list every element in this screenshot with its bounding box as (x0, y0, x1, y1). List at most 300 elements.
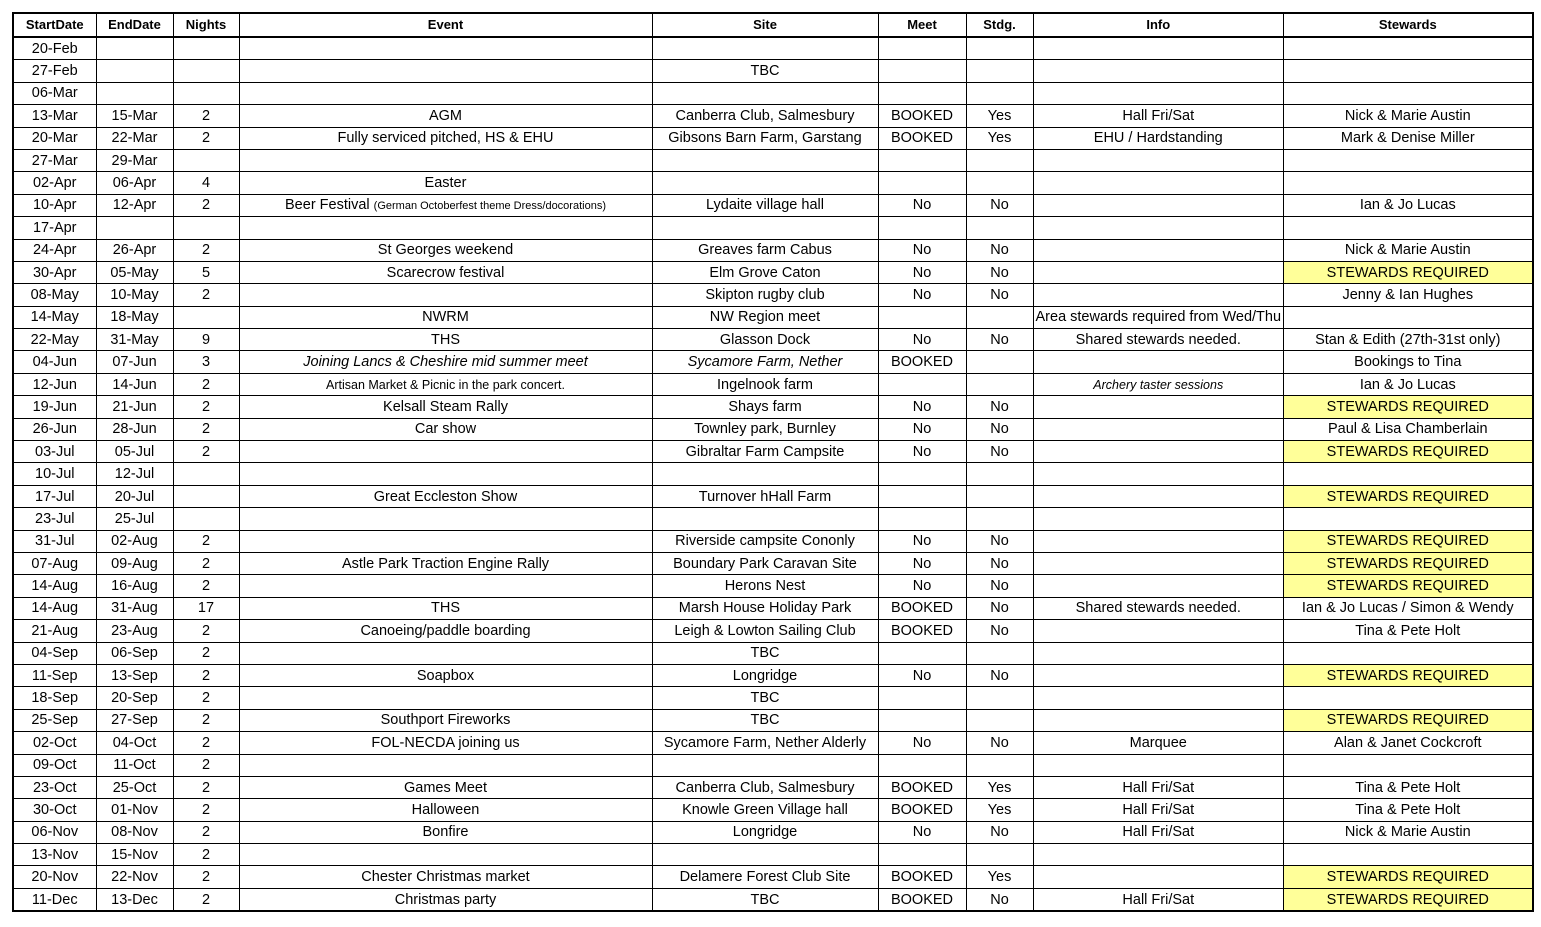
site-cell[interactable]: Delamere Forest Club Site (652, 866, 878, 888)
stewards-cell[interactable]: Tina & Pete Holt (1284, 776, 1533, 798)
meet-cell[interactable] (878, 373, 966, 395)
meet-cell[interactable]: No (878, 239, 966, 261)
site-cell[interactable]: Sycamore Farm, Nether Alderly (652, 732, 878, 754)
site-cell[interactable]: Shays farm (652, 396, 878, 418)
stewards-cell[interactable] (1284, 687, 1533, 709)
site-cell[interactable]: Turnover hHall Farm (652, 485, 878, 507)
meet-cell[interactable]: No (878, 418, 966, 440)
site-cell[interactable] (652, 844, 878, 866)
event-cell[interactable]: Bonfire (239, 821, 652, 843)
standing-cell[interactable]: No (966, 888, 1033, 911)
standing-cell[interactable] (966, 149, 1033, 171)
standing-cell[interactable] (966, 463, 1033, 485)
standing-cell[interactable] (966, 82, 1033, 104)
standing-cell[interactable]: No (966, 396, 1033, 418)
event-cell[interactable]: Easter (239, 172, 652, 194)
end-date-cell[interactable]: 31-May (96, 329, 173, 351)
meet-cell[interactable] (878, 754, 966, 776)
info-cell[interactable] (1033, 530, 1284, 552)
nights-cell[interactable]: 2 (173, 664, 239, 686)
end-date-cell[interactable]: 13-Sep (96, 664, 173, 686)
info-cell[interactable] (1033, 866, 1284, 888)
event-cell[interactable]: AGM (239, 105, 652, 127)
standing-cell[interactable] (966, 60, 1033, 82)
start-date-cell[interactable]: 31-Jul (13, 530, 96, 552)
info-cell[interactable]: Shared stewards needed. (1033, 597, 1284, 619)
info-cell[interactable] (1033, 60, 1284, 82)
site-cell[interactable]: Lydaite village hall (652, 194, 878, 216)
end-date-cell[interactable]: 01-Nov (96, 799, 173, 821)
standing-cell[interactable] (966, 351, 1033, 373)
event-cell[interactable] (239, 575, 652, 597)
meet-cell[interactable]: BOOKED (878, 776, 966, 798)
nights-cell[interactable]: 2 (173, 441, 239, 463)
start-date-cell[interactable]: 13-Mar (13, 105, 96, 127)
site-cell[interactable]: Skipton rugby club (652, 284, 878, 306)
standing-cell[interactable]: No (966, 732, 1033, 754)
nights-cell[interactable]: 5 (173, 261, 239, 283)
site-cell[interactable]: TBC (652, 642, 878, 664)
start-date-cell[interactable]: 13-Nov (13, 844, 96, 866)
stewards-cell[interactable]: STEWARDS REQUIRED (1284, 552, 1533, 574)
info-cell[interactable]: Hall Fri/Sat (1033, 821, 1284, 843)
site-cell[interactable]: Townley park, Burnley (652, 418, 878, 440)
stewards-cell[interactable] (1284, 37, 1533, 60)
stewards-cell[interactable]: STEWARDS REQUIRED (1284, 261, 1533, 283)
meet-cell[interactable]: No (878, 732, 966, 754)
stewards-cell[interactable]: STEWARDS REQUIRED (1284, 396, 1533, 418)
meet-cell[interactable] (878, 709, 966, 731)
event-cell[interactable] (239, 642, 652, 664)
nights-cell[interactable]: 2 (173, 821, 239, 843)
end-date-cell[interactable]: 09-Aug (96, 552, 173, 574)
end-date-cell[interactable]: 12-Apr (96, 194, 173, 216)
end-date-cell[interactable]: 22-Mar (96, 127, 173, 149)
nights-cell[interactable] (173, 217, 239, 239)
end-date-cell[interactable]: 26-Apr (96, 239, 173, 261)
standing-cell[interactable] (966, 217, 1033, 239)
site-cell[interactable]: Herons Nest (652, 575, 878, 597)
end-date-cell[interactable]: 29-Mar (96, 149, 173, 171)
nights-cell[interactable] (173, 463, 239, 485)
end-date-cell[interactable]: 31-Aug (96, 597, 173, 619)
standing-cell[interactable] (966, 844, 1033, 866)
standing-cell[interactable] (966, 709, 1033, 731)
stewards-cell[interactable]: STEWARDS REQUIRED (1284, 575, 1533, 597)
nights-cell[interactable]: 2 (173, 754, 239, 776)
site-cell[interactable]: Longridge (652, 821, 878, 843)
stewards-cell[interactable]: Mark & Denise Miller (1284, 127, 1533, 149)
site-cell[interactable]: Longridge (652, 664, 878, 686)
standing-cell[interactable] (966, 485, 1033, 507)
site-cell[interactable] (652, 754, 878, 776)
info-cell[interactable] (1033, 82, 1284, 104)
standing-cell[interactable]: No (966, 620, 1033, 642)
event-cell[interactable]: Chester Christmas market (239, 866, 652, 888)
end-date-cell[interactable]: 05-Jul (96, 441, 173, 463)
stewards-cell[interactable] (1284, 60, 1533, 82)
header-meet[interactable]: Meet (878, 13, 966, 37)
standing-cell[interactable] (966, 306, 1033, 328)
standing-cell[interactable] (966, 508, 1033, 530)
info-cell[interactable] (1033, 552, 1284, 574)
stewards-cell[interactable] (1284, 508, 1533, 530)
start-date-cell[interactable]: 23-Oct (13, 776, 96, 798)
info-cell[interactable] (1033, 149, 1284, 171)
stewards-cell[interactable] (1284, 217, 1533, 239)
stewards-cell[interactable]: STEWARDS REQUIRED (1284, 530, 1533, 552)
start-date-cell[interactable]: 20-Nov (13, 866, 96, 888)
nights-cell[interactable]: 4 (173, 172, 239, 194)
stewards-cell[interactable]: STEWARDS REQUIRED (1284, 485, 1533, 507)
end-date-cell[interactable] (96, 217, 173, 239)
info-cell[interactable] (1033, 485, 1284, 507)
nights-cell[interactable] (173, 149, 239, 171)
nights-cell[interactable]: 2 (173, 396, 239, 418)
stewards-cell[interactable]: Tina & Pete Holt (1284, 620, 1533, 642)
stewards-cell[interactable]: STEWARDS REQUIRED (1284, 888, 1533, 911)
event-cell[interactable]: THS (239, 597, 652, 619)
stewards-cell[interactable]: Bookings to Tina (1284, 351, 1533, 373)
stewards-cell[interactable]: Ian & Jo Lucas / Simon & Wendy (1284, 597, 1533, 619)
meet-cell[interactable] (878, 149, 966, 171)
nights-cell[interactable]: 2 (173, 687, 239, 709)
standing-cell[interactable]: Yes (966, 776, 1033, 798)
event-cell[interactable] (239, 530, 652, 552)
standing-cell[interactable]: No (966, 261, 1033, 283)
nights-cell[interactable]: 2 (173, 799, 239, 821)
start-date-cell[interactable]: 30-Apr (13, 261, 96, 283)
start-date-cell[interactable]: 25-Sep (13, 709, 96, 731)
start-date-cell[interactable]: 03-Jul (13, 441, 96, 463)
start-date-cell[interactable]: 17-Apr (13, 217, 96, 239)
event-cell[interactable] (239, 508, 652, 530)
meet-cell[interactable] (878, 82, 966, 104)
site-cell[interactable]: Riverside campsite Cononly (652, 530, 878, 552)
stewards-cell[interactable] (1284, 306, 1533, 328)
info-cell[interactable] (1033, 351, 1284, 373)
event-cell[interactable]: Games Meet (239, 776, 652, 798)
header-stewards[interactable]: Stewards (1284, 13, 1533, 37)
meet-cell[interactable] (878, 687, 966, 709)
nights-cell[interactable]: 2 (173, 866, 239, 888)
nights-cell[interactable]: 9 (173, 329, 239, 351)
stewards-cell[interactable]: Alan & Janet Cockcroft (1284, 732, 1533, 754)
event-cell[interactable]: Artisan Market & Picnic in the park concert. (239, 373, 652, 395)
event-cell[interactable]: Christmas party (239, 888, 652, 911)
info-cell[interactable] (1033, 620, 1284, 642)
meet-cell[interactable]: BOOKED (878, 597, 966, 619)
event-cell[interactable] (239, 687, 652, 709)
site-cell[interactable] (652, 149, 878, 171)
site-cell[interactable]: Gibsons Barn Farm, Garstang (652, 127, 878, 149)
start-date-cell[interactable]: 14-Aug (13, 597, 96, 619)
stewards-cell[interactable]: STEWARDS REQUIRED (1284, 441, 1533, 463)
stewards-cell[interactable]: Nick & Marie Austin (1284, 239, 1533, 261)
site-cell[interactable]: Gibraltar Farm Campsite (652, 441, 878, 463)
start-date-cell[interactable]: 14-May (13, 306, 96, 328)
event-cell[interactable] (239, 60, 652, 82)
standing-cell[interactable] (966, 642, 1033, 664)
stewards-cell[interactable] (1284, 149, 1533, 171)
end-date-cell[interactable]: 06-Sep (96, 642, 173, 664)
end-date-cell[interactable]: 12-Jul (96, 463, 173, 485)
event-cell[interactable]: Soapbox (239, 664, 652, 686)
stewards-cell[interactable]: Jenny & Ian Hughes (1284, 284, 1533, 306)
site-cell[interactable] (652, 82, 878, 104)
meet-cell[interactable] (878, 463, 966, 485)
event-cell[interactable]: Halloween (239, 799, 652, 821)
stewards-cell[interactable] (1284, 172, 1533, 194)
info-cell[interactable]: Marquee (1033, 732, 1284, 754)
meet-cell[interactable] (878, 485, 966, 507)
standing-cell[interactable]: No (966, 575, 1033, 597)
meet-cell[interactable] (878, 508, 966, 530)
event-cell[interactable]: Scarecrow festival (239, 261, 652, 283)
nights-cell[interactable]: 2 (173, 732, 239, 754)
end-date-cell[interactable]: 25-Oct (96, 776, 173, 798)
nights-cell[interactable]: 2 (173, 239, 239, 261)
event-cell[interactable] (239, 754, 652, 776)
info-cell[interactable] (1033, 709, 1284, 731)
start-date-cell[interactable]: 17-Jul (13, 485, 96, 507)
site-cell[interactable]: Marsh House Holiday Park (652, 597, 878, 619)
event-cell[interactable] (239, 217, 652, 239)
start-date-cell[interactable]: 11-Dec (13, 888, 96, 911)
nights-cell[interactable]: 3 (173, 351, 239, 373)
info-cell[interactable] (1033, 508, 1284, 530)
nights-cell[interactable]: 2 (173, 776, 239, 798)
stewards-cell[interactable]: Nick & Marie Austin (1284, 821, 1533, 843)
info-cell[interactable]: Archery taster sessions (1033, 373, 1284, 395)
event-cell[interactable]: Southport Fireworks (239, 709, 652, 731)
end-date-cell[interactable]: 28-Jun (96, 418, 173, 440)
nights-cell[interactable]: 2 (173, 620, 239, 642)
end-date-cell[interactable]: 13-Dec (96, 888, 173, 911)
end-date-cell[interactable]: 15-Mar (96, 105, 173, 127)
event-cell[interactable]: FOL-NECDA joining us (239, 732, 652, 754)
end-date-cell[interactable]: 02-Aug (96, 530, 173, 552)
info-cell[interactable] (1033, 284, 1284, 306)
info-cell[interactable] (1033, 642, 1284, 664)
end-date-cell[interactable]: 04-Oct (96, 732, 173, 754)
end-date-cell[interactable]: 22-Nov (96, 866, 173, 888)
nights-cell[interactable]: 2 (173, 127, 239, 149)
stewards-cell[interactable]: STEWARDS REQUIRED (1284, 866, 1533, 888)
event-cell[interactable] (239, 37, 652, 60)
end-date-cell[interactable]: 15-Nov (96, 844, 173, 866)
stewards-cell[interactable]: STEWARDS REQUIRED (1284, 709, 1533, 731)
event-cell[interactable] (239, 149, 652, 171)
end-date-cell[interactable]: 07-Jun (96, 351, 173, 373)
start-date-cell[interactable]: 26-Jun (13, 418, 96, 440)
standing-cell[interactable]: No (966, 664, 1033, 686)
info-cell[interactable] (1033, 687, 1284, 709)
nights-cell[interactable]: 17 (173, 597, 239, 619)
site-cell[interactable]: Canberra Club, Salmesbury (652, 776, 878, 798)
end-date-cell[interactable]: 21-Jun (96, 396, 173, 418)
info-cell[interactable] (1033, 172, 1284, 194)
stewards-cell[interactable]: Stan & Edith (27th-31st only) (1284, 329, 1533, 351)
event-cell[interactable]: Astle Park Traction Engine Rally (239, 552, 652, 574)
meet-cell[interactable]: No (878, 396, 966, 418)
info-cell[interactable] (1033, 418, 1284, 440)
header-info[interactable]: Info (1033, 13, 1284, 37)
site-cell[interactable] (652, 37, 878, 60)
nights-cell[interactable]: 2 (173, 888, 239, 911)
info-cell[interactable]: Shared stewards needed. (1033, 329, 1284, 351)
standing-cell[interactable]: No (966, 329, 1033, 351)
header-start-date[interactable]: StartDate (13, 13, 96, 37)
event-cell[interactable] (239, 441, 652, 463)
stewards-cell[interactable]: STEWARDS REQUIRED (1284, 664, 1533, 686)
nights-cell[interactable]: 2 (173, 418, 239, 440)
start-date-cell[interactable]: 08-May (13, 284, 96, 306)
nights-cell[interactable]: 2 (173, 575, 239, 597)
info-cell[interactable] (1033, 37, 1284, 60)
site-cell[interactable]: Leigh & Lowton Sailing Club (652, 620, 878, 642)
info-cell[interactable]: Hall Fri/Sat (1033, 105, 1284, 127)
start-date-cell[interactable]: 04-Jun (13, 351, 96, 373)
info-cell[interactable] (1033, 664, 1284, 686)
info-cell[interactable] (1033, 217, 1284, 239)
header-site[interactable]: Site (652, 13, 878, 37)
site-cell[interactable]: Elm Grove Caton (652, 261, 878, 283)
start-date-cell[interactable]: 27-Feb (13, 60, 96, 82)
meet-cell[interactable]: BOOKED (878, 105, 966, 127)
meet-cell[interactable] (878, 60, 966, 82)
info-cell[interactable] (1033, 396, 1284, 418)
site-cell[interactable]: Greaves farm Cabus (652, 239, 878, 261)
site-cell[interactable]: TBC (652, 687, 878, 709)
meet-cell[interactable] (878, 642, 966, 664)
nights-cell[interactable]: 2 (173, 552, 239, 574)
meet-cell[interactable]: No (878, 552, 966, 574)
meet-cell[interactable]: No (878, 530, 966, 552)
end-date-cell[interactable]: 08-Nov (96, 821, 173, 843)
stewards-cell[interactable] (1284, 82, 1533, 104)
end-date-cell[interactable]: 23-Aug (96, 620, 173, 642)
site-cell[interactable]: Glasson Dock (652, 329, 878, 351)
nights-cell[interactable] (173, 82, 239, 104)
start-date-cell[interactable]: 22-May (13, 329, 96, 351)
standing-cell[interactable]: No (966, 530, 1033, 552)
end-date-cell[interactable]: 05-May (96, 261, 173, 283)
start-date-cell[interactable]: 20-Feb (13, 37, 96, 60)
site-cell[interactable] (652, 172, 878, 194)
site-cell[interactable]: Boundary Park Caravan Site (652, 552, 878, 574)
info-cell[interactable]: Hall Fri/Sat (1033, 799, 1284, 821)
start-date-cell[interactable]: 19-Jun (13, 396, 96, 418)
start-date-cell[interactable]: 18-Sep (13, 687, 96, 709)
site-cell[interactable]: Sycamore Farm, Nether (652, 351, 878, 373)
event-cell[interactable]: St Georges weekend (239, 239, 652, 261)
stewards-cell[interactable]: Nick & Marie Austin (1284, 105, 1533, 127)
end-date-cell[interactable]: 06-Apr (96, 172, 173, 194)
end-date-cell[interactable] (96, 60, 173, 82)
meet-cell[interactable]: No (878, 329, 966, 351)
event-cell[interactable]: Joining Lancs & Cheshire mid summer meet (239, 351, 652, 373)
site-cell[interactable]: TBC (652, 709, 878, 731)
meet-cell[interactable]: No (878, 284, 966, 306)
meet-cell[interactable]: BOOKED (878, 866, 966, 888)
stewards-cell[interactable]: Tina & Pete Holt (1284, 799, 1533, 821)
stewards-cell[interactable] (1284, 642, 1533, 664)
info-cell[interactable] (1033, 239, 1284, 261)
site-cell[interactable]: Knowle Green Village hall (652, 799, 878, 821)
stewards-cell[interactable] (1284, 463, 1533, 485)
site-cell[interactable]: Canberra Club, Salmesbury (652, 105, 878, 127)
start-date-cell[interactable]: 02-Oct (13, 732, 96, 754)
end-date-cell[interactable]: 16-Aug (96, 575, 173, 597)
standing-cell[interactable]: No (966, 418, 1033, 440)
meet-cell[interactable]: BOOKED (878, 620, 966, 642)
start-date-cell[interactable]: 06-Mar (13, 82, 96, 104)
nights-cell[interactable]: 2 (173, 284, 239, 306)
header-standing[interactable]: Stdg. (966, 13, 1033, 37)
end-date-cell[interactable]: 10-May (96, 284, 173, 306)
end-date-cell[interactable]: 20-Jul (96, 485, 173, 507)
start-date-cell[interactable]: 06-Nov (13, 821, 96, 843)
standing-cell[interactable] (966, 37, 1033, 60)
meet-cell[interactable] (878, 37, 966, 60)
meet-cell[interactable] (878, 172, 966, 194)
info-cell[interactable]: Hall Fri/Sat (1033, 888, 1284, 911)
meet-cell[interactable]: No (878, 575, 966, 597)
start-date-cell[interactable]: 09-Oct (13, 754, 96, 776)
info-cell[interactable] (1033, 194, 1284, 216)
stewards-cell[interactable]: Ian & Jo Lucas (1284, 373, 1533, 395)
standing-cell[interactable]: No (966, 441, 1033, 463)
info-cell[interactable] (1033, 261, 1284, 283)
end-date-cell[interactable] (96, 37, 173, 60)
start-date-cell[interactable]: 10-Apr (13, 194, 96, 216)
standing-cell[interactable]: No (966, 821, 1033, 843)
meet-cell[interactable]: BOOKED (878, 799, 966, 821)
stewards-cell[interactable]: Ian & Jo Lucas (1284, 194, 1533, 216)
meet-cell[interactable]: No (878, 821, 966, 843)
standing-cell[interactable]: Yes (966, 105, 1033, 127)
meet-cell[interactable]: BOOKED (878, 127, 966, 149)
event-cell[interactable] (239, 284, 652, 306)
meet-cell[interactable]: No (878, 664, 966, 686)
info-cell[interactable] (1033, 441, 1284, 463)
standing-cell[interactable]: No (966, 597, 1033, 619)
meet-cell[interactable]: No (878, 194, 966, 216)
event-cell[interactable] (239, 194, 652, 216)
nights-cell[interactable]: 2 (173, 373, 239, 395)
site-cell[interactable]: Ingelnook farm (652, 373, 878, 395)
event-cell[interactable]: THS (239, 329, 652, 351)
standing-cell[interactable] (966, 687, 1033, 709)
standing-cell[interactable]: Yes (966, 127, 1033, 149)
standing-cell[interactable]: Yes (966, 866, 1033, 888)
end-date-cell[interactable]: 25-Jul (96, 508, 173, 530)
event-cell[interactable]: Great Eccleston Show (239, 485, 652, 507)
meet-cell[interactable]: BOOKED (878, 351, 966, 373)
meet-cell[interactable] (878, 844, 966, 866)
meet-cell[interactable]: BOOKED (878, 888, 966, 911)
nights-cell[interactable]: 2 (173, 530, 239, 552)
site-cell[interactable]: TBC (652, 888, 878, 911)
end-date-cell[interactable]: 20-Sep (96, 687, 173, 709)
start-date-cell[interactable]: 30-Oct (13, 799, 96, 821)
standing-cell[interactable]: No (966, 552, 1033, 574)
start-date-cell[interactable]: 14-Aug (13, 575, 96, 597)
event-cell[interactable]: Fully serviced pitched, HS & EHU (239, 127, 652, 149)
end-date-cell[interactable] (96, 82, 173, 104)
header-nights[interactable]: Nights (173, 13, 239, 37)
